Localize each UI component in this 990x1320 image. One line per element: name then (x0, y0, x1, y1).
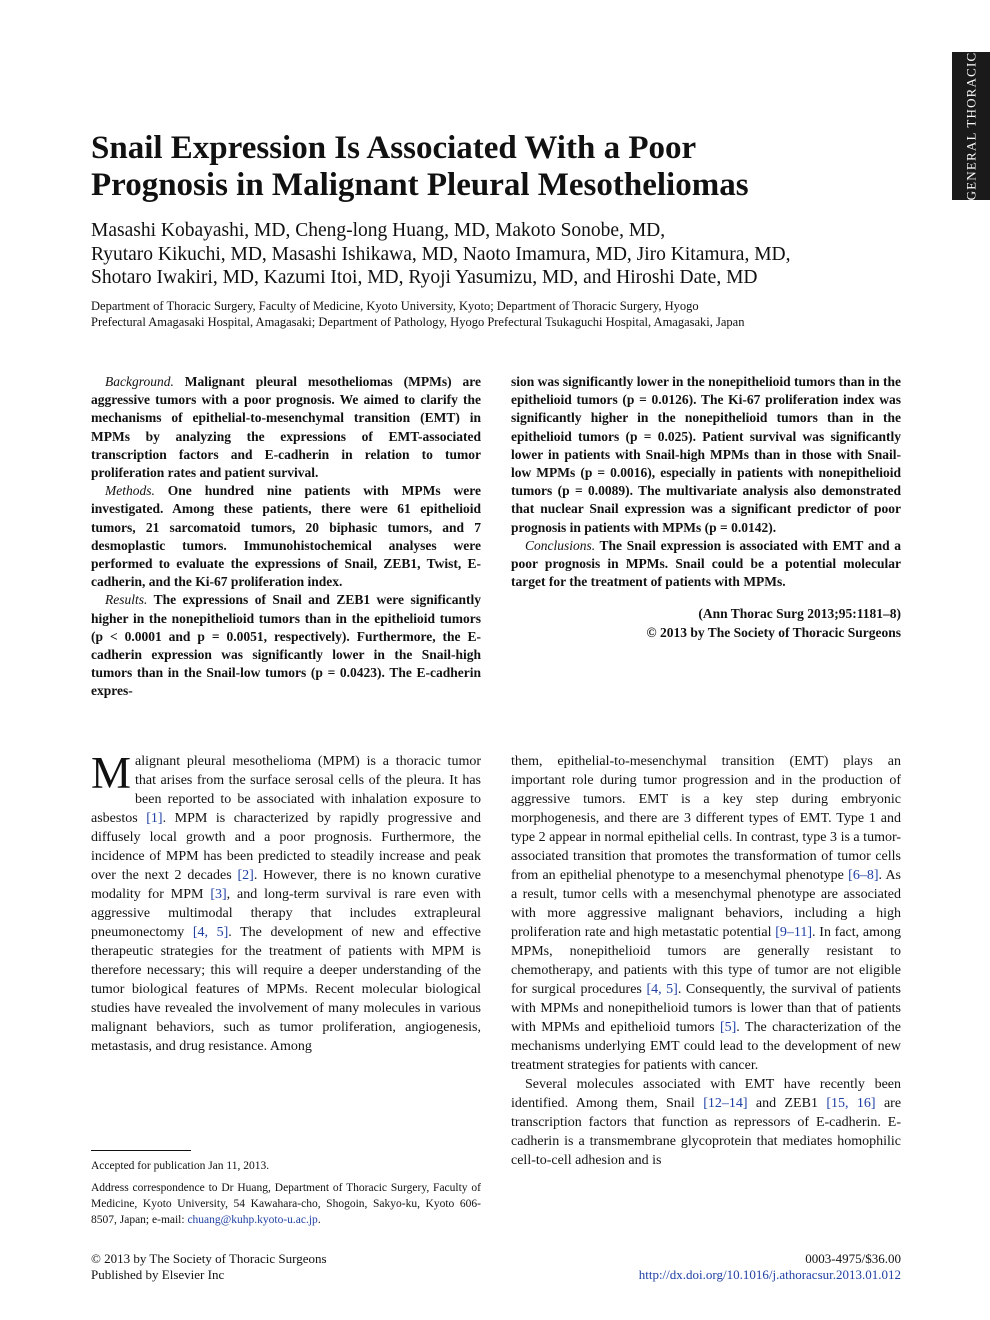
methods-text: One hundred nine patients with MPMs were investigated. Among these patients, there were 61 epithelioid tumors, 21 sarcomatoid tumors, 20 biphasic tumors, and 7 desmoplastic tumors. Immunohistochemical analyses were performed to evaluate the expressions of Snail, ZEB1, Twist, E-cadherin, and the Ki-67 proliferation index. (91, 483, 482, 590)
author-line: Shotaro Iwakiri, MD, Kazumi Itoi, MD, Ryoji Yasumizu, MD, and Hiroshi Date, MD (91, 267, 758, 288)
footnote-divider (91, 1150, 191, 1151)
title-line: Prognosis in Malignant Pleural Mesotheliomas (91, 167, 749, 203)
reference-link[interactable]: [9–11] (775, 925, 813, 940)
reference-link[interactable]: [2] (237, 868, 254, 883)
body-text: are transcription factors that function as repressors of E-cadherin. E-cadherin is a transmembrane glycoprotein that mediates homophilic cell-to-cell adhesion and is (511, 1096, 902, 1168)
results-label: Results. (105, 592, 148, 608)
reference-link[interactable]: [5] (719, 1020, 737, 1035)
intro-paragraph-continued (511, 752, 901, 1075)
reference-link[interactable]: [1] (146, 811, 163, 826)
footer-left (91, 1251, 481, 1283)
author-list (91, 219, 941, 290)
reference-link[interactable]: [12–14] (703, 1096, 748, 1111)
author-line: Masashi Kobayashi, MD, Cheng-long Huang, MD, Makoto Sonobe, MD, (91, 220, 666, 241)
body-text: . As a result, tumor cells with a mesenchymal phenotype are associated with more aggressive malignant behaviors, including a high proliferation rate and high metastatic potential (511, 868, 902, 940)
section-tab-label: GENERAL THORACIC (963, 51, 978, 201)
reference-link[interactable]: [6–8] (848, 868, 879, 883)
footer-right (511, 1251, 901, 1283)
section-tab (952, 52, 990, 200)
drop-cap: M (91, 748, 132, 798)
abstract-left-column (91, 373, 481, 701)
abstract-results-continued (511, 373, 901, 537)
abstract-copyright: © 2013 by The Society of Thoracic Surgeons (646, 624, 901, 640)
body-text: and ZEB1 (755, 1096, 818, 1111)
abstract-right-column (511, 373, 901, 642)
body-right-column (511, 752, 901, 1170)
address-text: Address correspondence to Dr Huang, Department of Thoracic Surgery, Faculty of Medicine, Kyoto University, 54 Kawahara-cho, Shogoin, Sakyo-ku, Kyoto 606-8507, Japan; e-mail: (91, 1182, 481, 1226)
email-link[interactable]: chuang@kuhp.kyoto-u.ac.jp (187, 1214, 318, 1226)
emt-paragraph (511, 1075, 901, 1170)
affiliations (91, 298, 941, 330)
body-text: . MPM is characterized by rapidly progressive and diffusely local growth and a poor prognosis. Furthermore, the incidence of MPM has been predicted to steadily increase and peak over the next 2 decades (91, 811, 482, 883)
abstract-conclusions (511, 537, 901, 592)
body-text: , and long-term survival is rare even with aggressive multimodal therapy that includes extrapleural pneumonectomy (91, 887, 482, 940)
reference-link[interactable]: [15, 16] (826, 1096, 876, 1111)
results-text-continued: sion was significantly lower in the nonepithelioid tumors than in the epithelioid tumors (p = 0.0126). The Ki-67 proliferation index was significantly higher in the nonepithelioid tumors than in the epithelioid tumors (p = 0.025). Patient survival was significantly lower in patients with Snail-high MPMs than in those with Snail-low MPMs (p = 0.0016), especially in patients with nonepithelioid tumors (p = 0.0089). The multivariate analysis also demonstrated that nuclear Snail expression was a significant predictor of poor prognosis in patients with MPMs (p = 0.0142). (511, 374, 901, 535)
body-text: . However, there is no known curative modality for MPM (91, 868, 482, 902)
body-left-column (91, 748, 482, 1056)
background-text: Malignant pleural mesotheliomas (MPMs) are aggressive tumors with a poor prognosis. We aimed to clarify the mechanisms of epithelial-to-mesenchymal transition (EMT) in MPMs by analyzing the expressions of EMT-associated transcription factors and E-cadherin in relation to tumor proliferation rates and patient survival. (91, 374, 481, 481)
accepted-date: Accepted for publication Jan 11, 2013. (91, 1160, 270, 1172)
methods-label: Methods. (105, 483, 155, 499)
abstract-results (91, 591, 481, 700)
body-text: alignant pleural mesothelioma (MPM) is a thoracic tumor that arises from the surface serosal cells of the pleura. It has been reported to be associated with inhalation exposure to asbestos (91, 754, 481, 826)
abstract-background (91, 373, 481, 482)
article-title (91, 130, 941, 204)
results-text: The expressions of Snail and ZEB1 were significantly higher in the nonepithelioid tumors than in the epithelioid tumors (p < 0.0001 and p = 0.0051, respectively). Furthermore, the E-cadherin expression was significantly lower in the Snail-high tumors than in the Snail-low tumors (p = 0.0423). The E-cadherin expres- (91, 592, 481, 699)
conclusions-text: The Snail expression is associated with EMT and a poor prognosis in MPMs. Snail could be a potential molecular target for the treatment of patients with MPMs. (511, 537, 901, 590)
affiliation-line: Prefectural Amagasaki Hospital, Amagasaki; Department of Pathology, Hyogo Prefectural Tsukaguchi Hospital, Amagasaki, Japan (91, 315, 745, 329)
doi-link[interactable]: http://dx.doi.org/10.1016/j.athoracsur.2013.01.012 (638, 1267, 901, 1282)
footnotes (91, 1158, 481, 1234)
reference-link[interactable]: [4, 5] (192, 925, 229, 940)
footer-publisher: Published by Elsevier Inc (91, 1267, 225, 1282)
body-text: . The development of new and effective therapeutic strategies for the treatment of patients with MPM is therefore necessary; this will require a deeper understanding of the tumor biological features of MPMs. Recent molecular biological studies have revealed the involvement of many molecules in various malignant behaviors, such as tumor proliferation, angiogenesis, metastasis, and drug resistance. Among (91, 925, 481, 1054)
citation-block (511, 605, 901, 641)
reference-link[interactable]: [3] (210, 887, 227, 902)
title-line: Snail Expression Is Associated With a Poor (91, 130, 697, 166)
address-end: . (317, 1214, 321, 1226)
conclusions-label: Conclusions. (525, 537, 596, 553)
body-text: Several molecules associated with EMT have recently been identified. Among them, Snail (511, 1077, 901, 1111)
correspondence-address (91, 1180, 481, 1228)
intro-paragraph (91, 748, 482, 1056)
footer-copyright: © 2013 by The Society of Thoracic Surgeons (91, 1251, 327, 1266)
footer-issn: 0003-4975/$36.00 (805, 1251, 901, 1266)
affiliation-line: Department of Thoracic Surgery, Faculty of Medicine, Kyoto University, Kyoto; Department of Thoracic Surgery, Hyogo (91, 299, 699, 313)
background-label: Background. (105, 374, 174, 389)
author-line: Ryutaro Kikuchi, MD, Masashi Ishikawa, MD, Naoto Imamura, MD, Jiro Kitamura, MD, (91, 243, 791, 265)
body-text: . In fact, among MPMs, nonepithelioid tumors are generally resistant to chemotherapy, and patients with this type of tumor are not eligible for surgical procedures (511, 925, 902, 997)
reference-link[interactable]: [4, 5] (646, 982, 678, 997)
body-text: them, epithelial-to-mesenchymal transition (EMT) plays an important role during tumor progression and in the production of aggressive tumors. EMT is a key step during embryonic morphogenesis, and there are 3 different types of EMT. Type 1 and type 2 appear in normal epithelial cells. In contrast, type 3 is a tumor-associated transition that promotes the transformation of tumor cells from an epithelial phenotype to a mesenchymal phenotype (511, 754, 901, 883)
abstract-methods (91, 482, 481, 591)
body-text: . The characterization of the mechanisms underlying EMT could lead to the development of new treatment strategies for patients with cancer. (511, 1020, 901, 1073)
citation: (Ann Thorac Surg 2013;95:1181–8) (698, 606, 901, 622)
body-text: . Consequently, the survival of patients with MPMs and nonepithelioid tumors is lower than that of patients with MPMs and epithelioid tumors (511, 982, 902, 1035)
